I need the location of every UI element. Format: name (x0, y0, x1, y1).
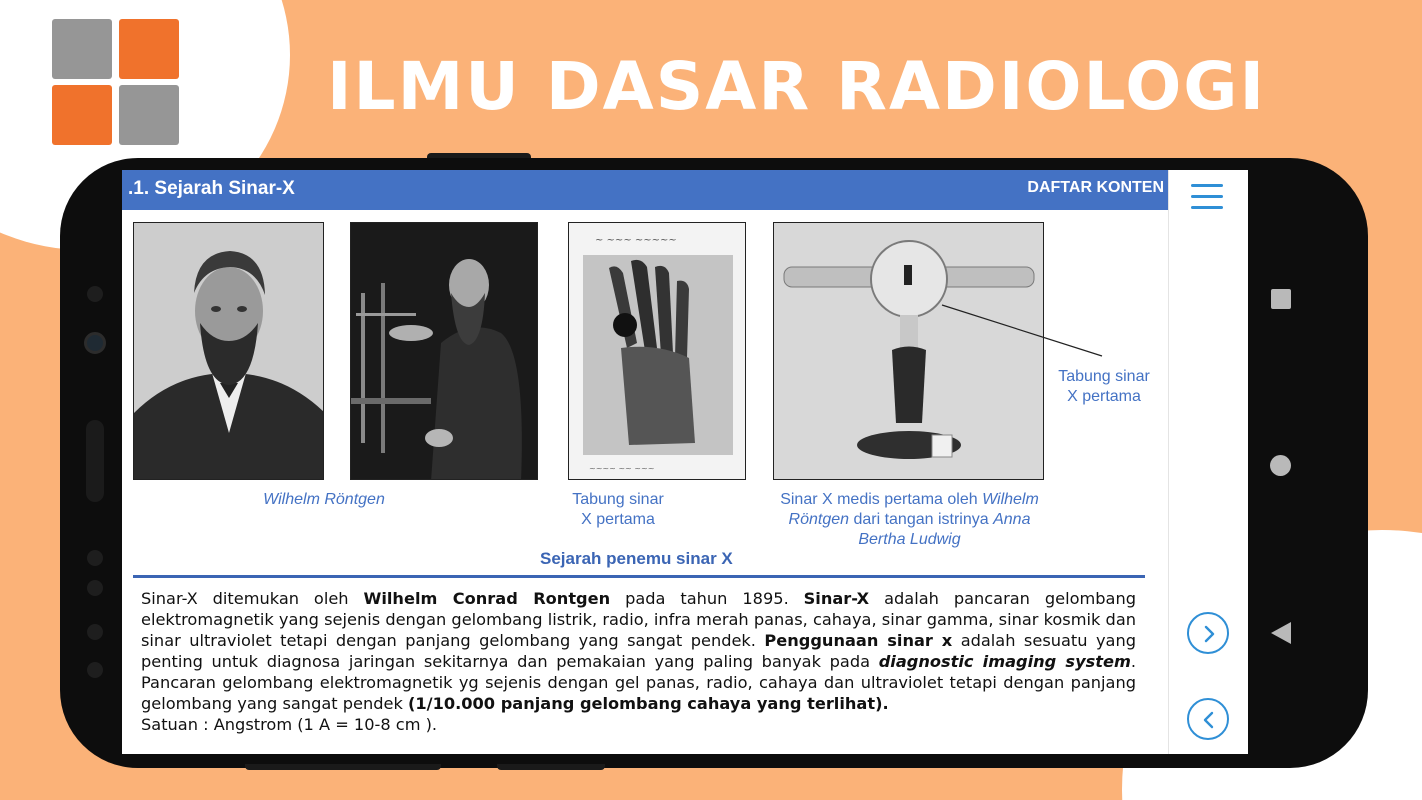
chevron-left-icon (1199, 710, 1219, 730)
unit-line: Satuan : Angstrom (1 A = 10-8 cm ). (141, 715, 438, 734)
figure-caption (762, 490, 1057, 550)
caption-text: Röntgen (788, 511, 850, 528)
phone-button (245, 764, 441, 770)
sensor-dot (87, 550, 103, 566)
page-title: .1. Sejarah Sinar-X (128, 178, 295, 199)
logo-tile (52, 85, 112, 145)
front-camera (84, 332, 106, 354)
recent-apps-button[interactable] (1271, 289, 1291, 309)
next-page-button[interactable] (1187, 612, 1229, 654)
hamburger-menu-icon[interactable] (1191, 184, 1225, 210)
app-title: ILMU DASAR RADIOLOGI (327, 48, 1267, 125)
logo-tile (52, 19, 112, 79)
earpiece (86, 420, 104, 502)
svg-text:~ ~~~ ~~~~~: ~ ~~~ ~~~~~ (595, 235, 677, 246)
sensor-dot (87, 662, 103, 678)
figure-section-caption: Sejarah penemu sinar X (540, 549, 733, 568)
sensor-dot (87, 286, 103, 302)
table-of-contents-link[interactable]: DAFTAR KONTEN (1027, 179, 1164, 196)
tube-label-line: X pertama (1067, 388, 1141, 405)
logo-tile (119, 19, 179, 79)
sensor-dot (87, 624, 103, 640)
tube-annotation-label (1054, 367, 1154, 407)
caption-text: Sinar X medis pertama oleh (780, 491, 983, 508)
phone-button (497, 764, 605, 770)
handxray-caption-line: Tabung sinar (572, 491, 664, 508)
chevron-right-icon (1199, 624, 1219, 644)
handxray-caption-line: X pertama (581, 511, 655, 528)
caption-text: Wilhelm (982, 491, 1039, 508)
side-navigation (1168, 170, 1248, 754)
caption-text: Anna (993, 511, 1031, 528)
back-button[interactable] (1271, 622, 1291, 644)
svg-text:~~~~ ~~ ~~~: ~~~~ ~~ ~~~ (589, 464, 655, 473)
app-logo (52, 19, 180, 145)
roentgen-caption: Wilhelm Röntgen (263, 491, 385, 508)
figure-caption (558, 490, 678, 530)
home-button[interactable] (1270, 455, 1291, 476)
logo-tile (119, 85, 179, 145)
figure-caption (249, 490, 399, 510)
tube-label-line: Tabung sinar (1058, 368, 1150, 385)
app-screen (122, 170, 1248, 754)
divider (133, 575, 1145, 578)
content-paragraph: Sinar-X ditemukan oleh Wilhelm Conrad Rontgen pada tahun 1895. Sinar-X adalah pancaran gelombang elektromagnetik yang sejenis dengan gelombang listrik, radio, infra merah panas, cahaya, sinar gamma, sinar kosmik dan sinar ultraviolet tetapi dengan panjang gelombang yang sangat pendek. Penggunaan sinar x adalah sesuatu yang penting untuk diagnosa jaringan sekitarnya dan pemakaian yang paling banyak pada diagnostic imaging system. Pancaran gelombang elektromagnetik yg sejenis dengan gel panas, radio, cahaya dan ultraviolet tetapi dengan panjang gelombang yang sangat pendek (1/10.000 panjang gelombang cahaya yang terlihat). (141, 589, 1136, 713)
caption-text: Bertha Ludwig (858, 531, 961, 548)
caption-text: dari tangan istrinya (849, 511, 994, 528)
previous-page-button[interactable] (1187, 698, 1229, 740)
sensor-dot (87, 580, 103, 596)
